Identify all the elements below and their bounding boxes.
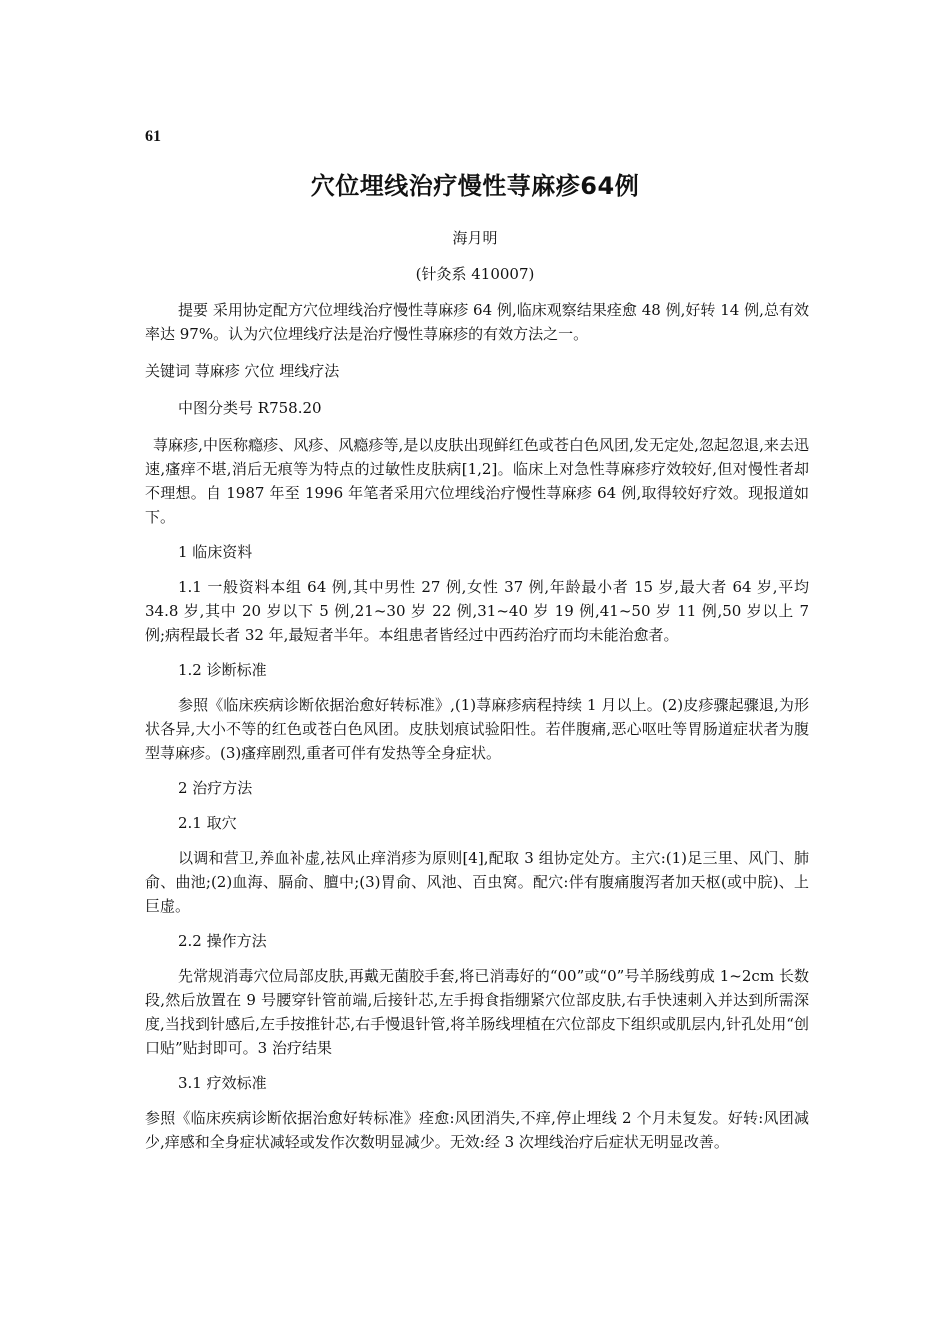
section-2-heading: 2 治疗方法 — [178, 779, 253, 797]
article-body — [145, 298, 809, 1154]
author-affiliation: (针灸系 410007) — [415, 265, 535, 283]
keywords-line: 关键词 荨麻疹 穴位 埋线疗法 — [145, 362, 340, 380]
section-1-1-paragraph: 1.1 一般资料本组 64 例,其中男性 27 例,女性 37 例,年龄最小者 15 岁,最大者 64 岁,平均 34.8 岁,其中 20 岁以下 5 例,21~30 岁 22 例,31~40 岁 19 例,41~50 岁 11 例,50 岁以上 7 例;病程最长者 32 年,最短者半年。本组患者皆经过中西药治疗而均未能治愈者。 — [145, 578, 809, 644]
article-title: 穴位埋线治疗慢性荨麻疹64例 — [310, 172, 640, 200]
classification-line: 中图分类号 R758.20 — [178, 399, 322, 417]
page-number: 61 — [145, 128, 161, 145]
author-name: 海月明 — [452, 229, 498, 247]
intro-paragraph: 荨麻疹,中医称瘾疹、风疹、风瘾疹等,是以皮肤出现鲜红色或苍白色风团,发无定处,忽起忽退,来去迅速,瘙痒不堪,消后无痕等为特点的过敏性皮肤病[1,2]。临床上对急性荨麻疹疗效较好,但对慢性者却不理想。自 1987 年至 1996 年笔者采用穴位埋线治疗慢性荨麻疹 64 例,取得较好疗效。现报道如下。 — [145, 436, 809, 526]
section-2-2-heading: 2.2 操作方法 — [178, 932, 267, 950]
section-1-2-paragraph: 参照《临床疾病诊断依据治愈好转标准》,(1)荨麻疹病程持续 1 月以上。(2)皮疹骤起骤退,为形状各异,大小不等的红色或苍白色风团。皮肤划痕试验阳性。若伴腹痛,恶心呕吐等胃肠道症状者为腹型荨麻疹。(3)瘙痒剧烈,重者可伴有发热等全身症状。 — [145, 696, 809, 762]
section-1-2-heading: 1.2 诊断标准 — [178, 661, 267, 679]
section-3-1-paragraph: 参照《临床疾病诊断依据治愈好转标准》痊愈:风团消失,不痒,停止埋线 2 个月未复发。好转:风团减少,痒感和全身症状减轻或发作次数明显减少。无效:经 3 次埋线治疗后症状无明显改善。 — [145, 1109, 809, 1151]
section-1-heading: 1 临床资料 — [178, 543, 253, 561]
section-2-1-heading: 2.1 取穴 — [178, 814, 237, 832]
section-2-1-paragraph: 以调和营卫,养血补虚,祛风止痒消疹为原则[4],配取 3 组协定处方。主穴:(1)足三里、风门、肺俞、曲池;(2)血海、膈俞、膻中;(3)胃俞、风池、百虫窝。配穴:伴有腹痛腹泻者加天枢(或中脘)、上巨虚。 — [145, 849, 809, 915]
section-3-1-heading: 3.1 疗效标准 — [178, 1074, 267, 1092]
section-2-2-paragraph: 先常规消毒穴位局部皮肤,再戴无菌胶手套,将已消毒好的“00”或“0”号羊肠线剪成 1~2cm 长数段,然后放置在 9 号腰穿针管前端,后接针芯,左手拇食指绷紧穴位部皮肤,右手快速刺入并达到所需深度,当找到针感后,左手按推针芯,右手慢退针管,将羊肠线埋植在穴位部皮下组织或肌层内,针孔处用“创口贴”贴封即可。3 治疗结果 — [145, 967, 809, 1057]
abstract-paragraph: 提要 采用协定配方穴位埋线治疗慢性荨麻疹 64 例,临床观察结果痊愈 48 例,好转 14 例,总有效率达 97%。认为穴位埋线疗法是治疗慢性荨麻疹的有效方法之一。 — [145, 301, 809, 343]
